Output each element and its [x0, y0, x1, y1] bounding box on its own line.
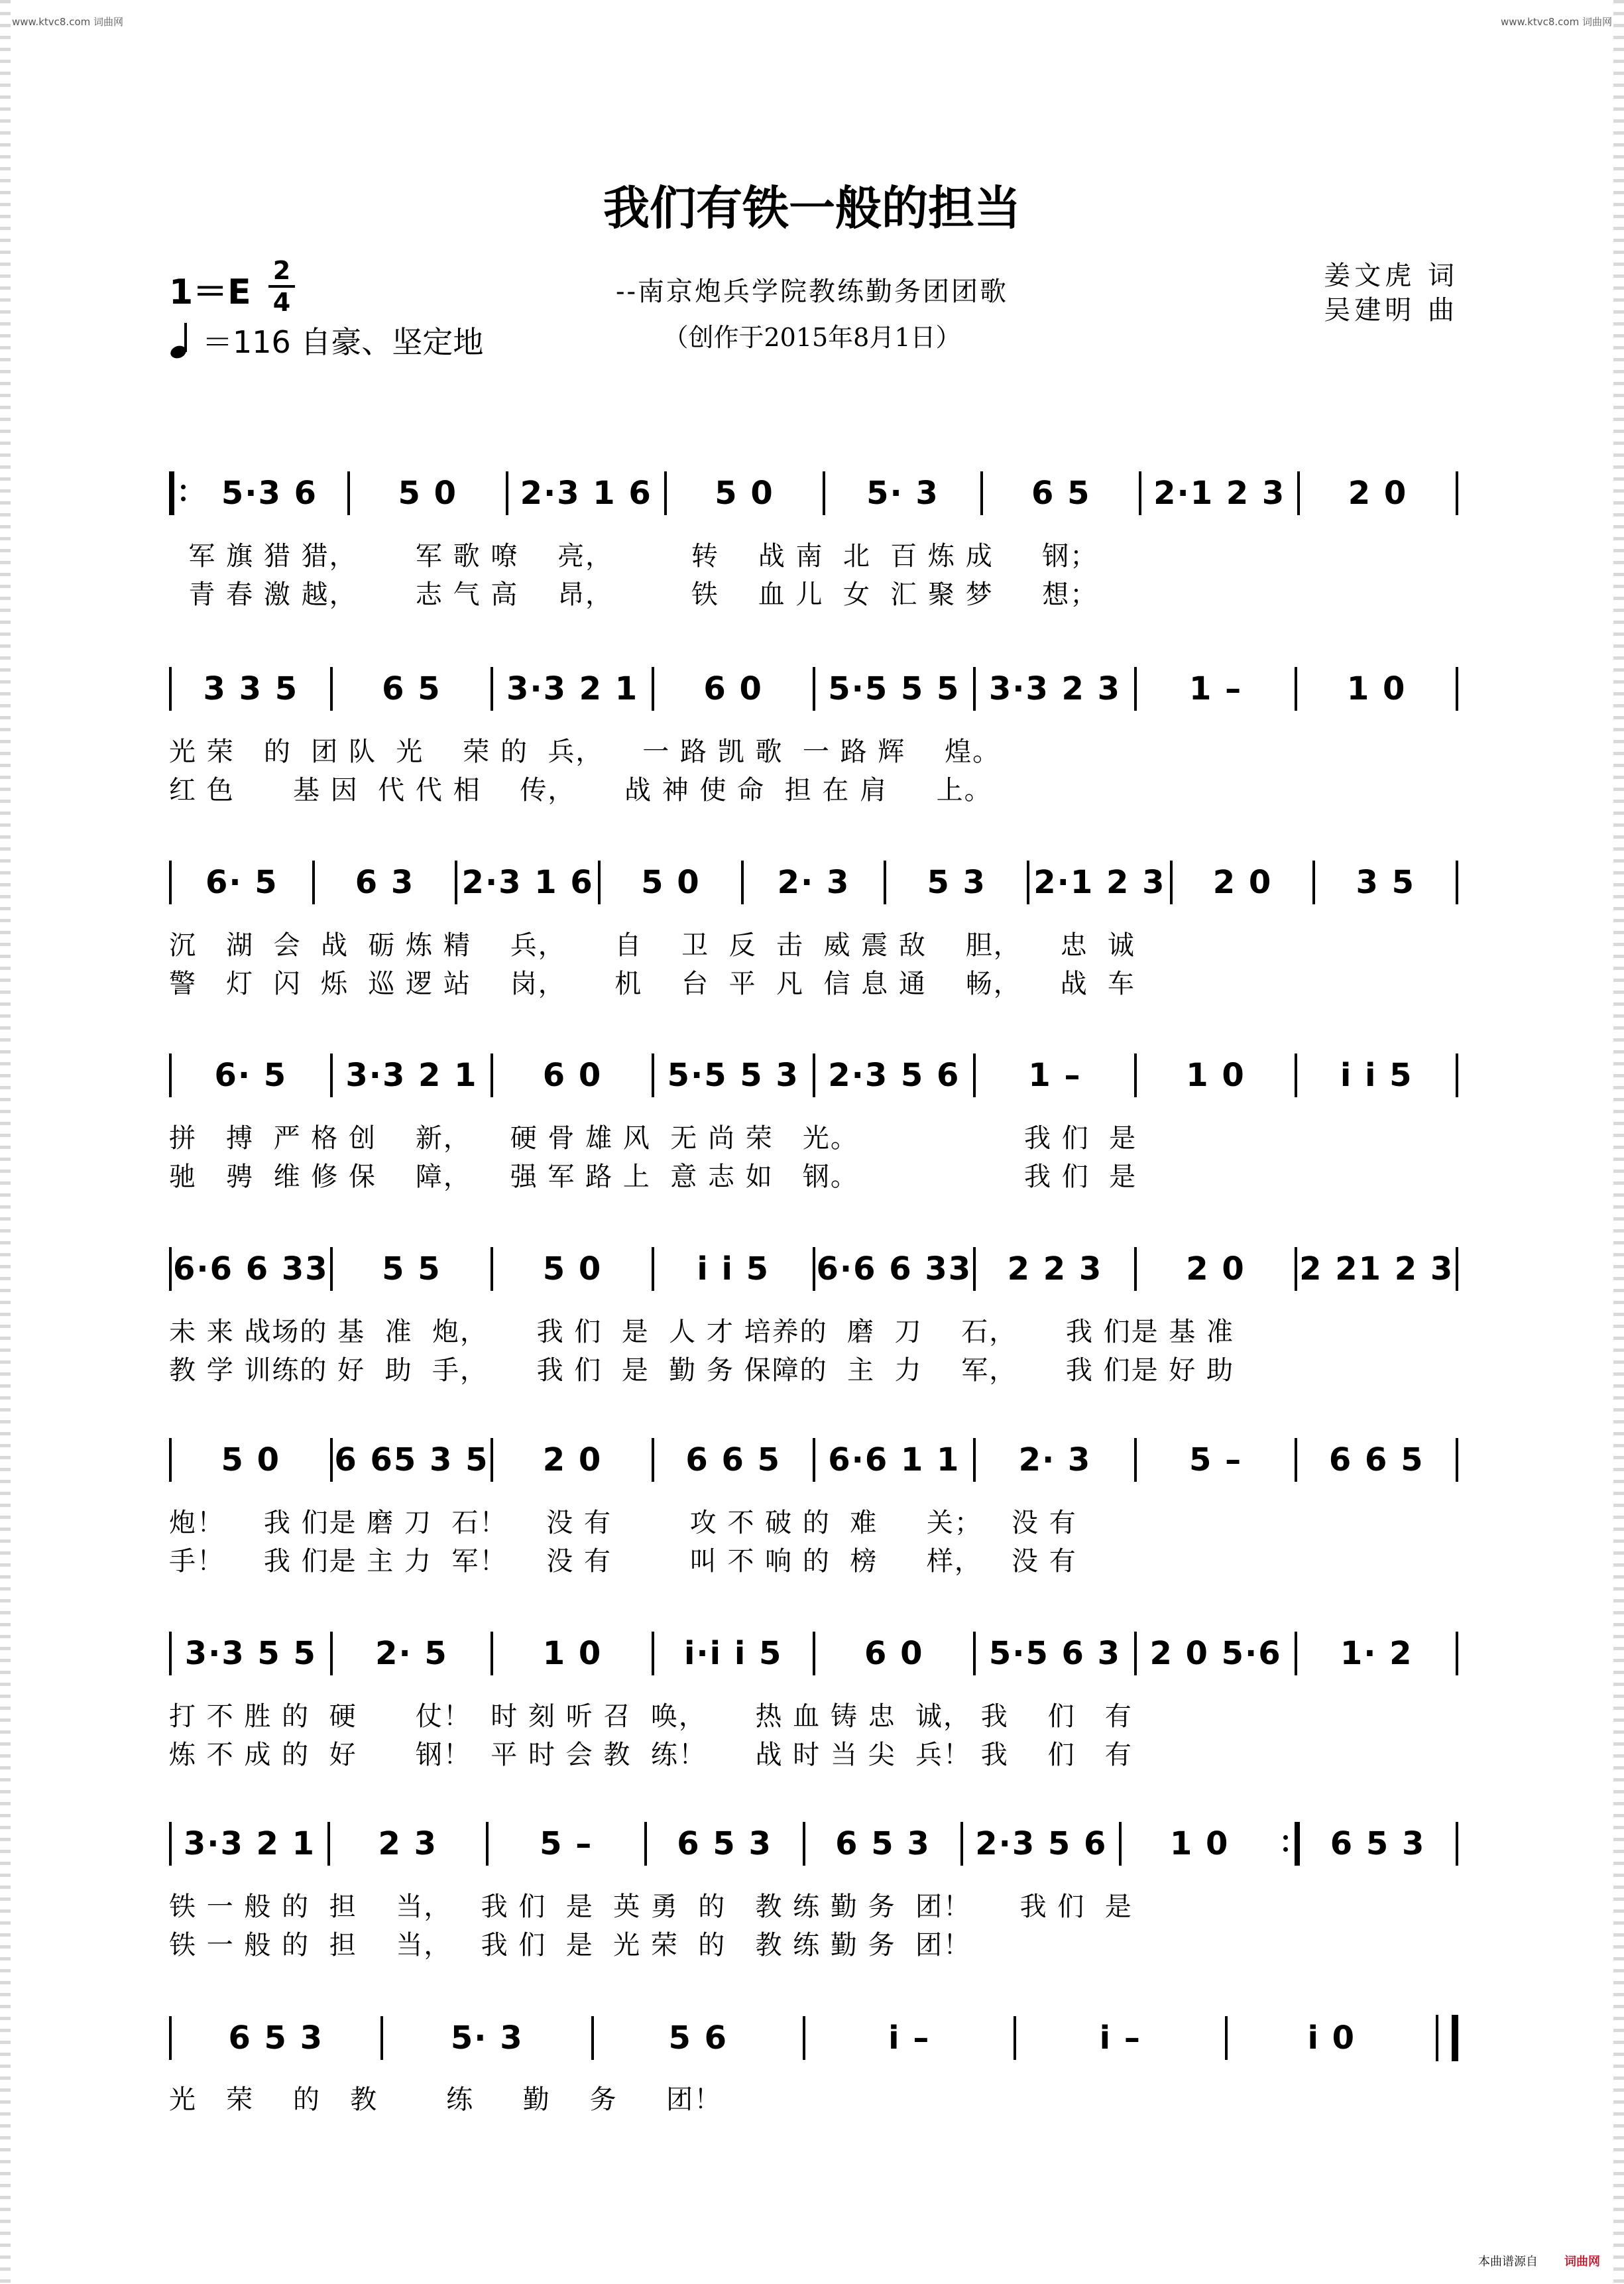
measure: 5·5 5 5 — [828, 670, 960, 707]
notes-row — [169, 1434, 1458, 1507]
lyric-verse-2: 红 色 基 因 代 代 相 传， 战 神 使 命 担 在 肩 上。 — [169, 775, 992, 806]
barline — [1456, 471, 1458, 515]
lyric-verse-2: 铁 一 般 的 担 当， 我 们 是 光 荣 的 教 练 勤 务 团！ — [169, 1930, 972, 1960]
measure: 3·3 2 1 — [506, 670, 639, 707]
notes-row — [169, 2011, 1458, 2084]
measure: 2· 3 — [777, 864, 850, 901]
measure: 5 0 — [715, 475, 774, 512]
measure: 6 0 — [703, 670, 763, 707]
measure: 2·3 1 6 — [520, 475, 652, 512]
notes-row — [169, 1818, 1458, 1891]
notes-line — [169, 471, 1458, 515]
score-system — [169, 1628, 1458, 1787]
measure: 2 21 2 3 — [1299, 1250, 1454, 1288]
measure: 6 0 — [542, 1057, 603, 1094]
measure: 6 3 — [355, 864, 415, 901]
measure: 5 3 — [927, 864, 986, 901]
notes-row — [169, 1628, 1458, 1701]
measure: 2·1 2 3 — [1033, 864, 1166, 901]
measure: 6 5 3 — [228, 2019, 324, 2057]
measure: 6·6 1 1 — [828, 1441, 960, 1478]
measure: i – — [888, 2019, 931, 2057]
notes-row — [169, 1050, 1458, 1122]
measure: 6 5 3 — [835, 1825, 931, 1862]
notes-line — [169, 1053, 1458, 1097]
measure: 6 5 3 — [677, 1825, 772, 1862]
measure: 1· 2 — [1340, 1635, 1413, 1672]
composer-credit: 吴建明 曲 — [1324, 295, 1458, 326]
final-barline — [1436, 2015, 1458, 2061]
lyric-verse-1: 炮！ 我 们是 磨 刀 石！ 没 有 攻 不 破 的 难 关； 没 有 — [169, 1508, 1077, 1538]
tempo-text: ＝116 自豪、坚定地 — [202, 324, 484, 360]
lyric-verse-1: 光 荣 的 教 练 勤 务 团！ — [169, 2084, 723, 2115]
barline — [1456, 1247, 1458, 1291]
measure: 6 0 — [864, 1635, 924, 1672]
barline — [1456, 667, 1458, 711]
measure: 2 0 — [1186, 1250, 1246, 1288]
lyricist-credit: 姜文虎 词 — [1324, 261, 1458, 291]
measure: 3·3 2 1 — [183, 1825, 316, 1862]
measure: 6·6 6 33 — [816, 1250, 972, 1288]
measure: 5 0 — [221, 1441, 281, 1478]
measure: 2· 5 — [375, 1635, 448, 1672]
measure: i 0 — [1307, 2019, 1356, 2057]
measure: 5 – — [1189, 1441, 1243, 1478]
lyric-verse-2: 手！ 我 们是 主 力 军！ 没 有 叫 不 响 的 榜 样， 没 有 — [169, 1546, 1077, 1577]
notes-row — [169, 1243, 1458, 1316]
subtitle: --南京炮兵学院教练勤务团团歌 — [615, 276, 1009, 307]
measure: 5· 3 — [450, 2019, 524, 2057]
score-system — [169, 1818, 1458, 1977]
notes-line — [169, 2015, 1458, 2061]
score-system — [169, 857, 1458, 1016]
lyric-verse-1: 光 荣 的 团 队 光 荣 的 兵， 一 路 凯 歌 一 路 辉 煌。 — [169, 737, 1001, 767]
time-signature-top: 2 — [272, 256, 291, 285]
measure: 3 5 — [1356, 864, 1415, 901]
measure: 2·3 1 6 — [461, 864, 594, 901]
notes-line — [169, 1822, 1458, 1866]
measure: 5·5 6 3 — [988, 1635, 1122, 1672]
barline — [1456, 1438, 1458, 1482]
measure: 6 5 — [382, 670, 441, 707]
creation-date: （创作于2015年8月1日） — [663, 323, 961, 352]
notes-line — [169, 667, 1458, 711]
measure: i – — [1099, 2019, 1141, 2057]
measure: 5 0 — [542, 1250, 603, 1288]
lyric-verse-1: 军 旗 猎 猎， 军 歌 嘹 亮， 转 战 南 北 百 炼 成 钢； — [169, 541, 1098, 571]
key-signature: 1＝E — [169, 272, 251, 312]
lyric-verse-1: 打 不 胜 的 硬 仗！ 时 刻 听 召 唤， 热 血 铸 忠 诚， 我 们 有 — [169, 1701, 1133, 1732]
measure: 2 0 — [1348, 475, 1408, 512]
score-system — [169, 1434, 1458, 1593]
repeat-start-barline — [169, 471, 192, 515]
notes-line — [169, 861, 1458, 904]
measure: i i 5 — [697, 1250, 770, 1288]
measure: 1 0 — [1169, 1825, 1230, 1862]
lyric-verse-2: 教 学 训练的 好 助 手， 我 们 是 勤 务 保障的 主 力 军， 我 们是 好 助 — [169, 1355, 1235, 1386]
barline — [1456, 1053, 1458, 1097]
measure: 2 0 5·6 — [1149, 1635, 1282, 1672]
measure: 6· 5 — [205, 864, 278, 901]
score-system — [169, 2011, 1458, 2170]
measure: 3 3 5 — [203, 670, 299, 707]
measure: 2 2 3 — [1007, 1250, 1103, 1288]
repeat-end-barline — [1277, 1822, 1300, 1866]
measure: 1 0 — [1346, 670, 1407, 707]
song-title: 我们有铁一般的担当 — [603, 181, 1021, 235]
measure: 6 6 5 — [1328, 1441, 1424, 1478]
lyric-verse-2: 驰 骋 维 修 保 障， 强 军 路 上 意 志 如 钢。 我 们 是 — [169, 1162, 1137, 1192]
score-system — [169, 663, 1458, 822]
measure: 5 5 — [382, 1250, 441, 1288]
lyric-verse-1: 沉 湖 会 战 砺 炼 精 兵， 自 卫 反 击 威 震 敌 胆， 忠 诚 — [169, 930, 1136, 961]
header-url-right: www.ktvc8.com 词曲网 — [1500, 16, 1612, 28]
measure: 2 0 — [1212, 864, 1273, 901]
lyric-verse-2: 青 春 激 越， 志 气 高 昂， 铁 血 儿 女 汇 聚 梦 想； — [169, 579, 1098, 610]
lyric-verse-2: 炼 不 成 的 好 钢！ 平 时 会 教 练！ 战 时 当 尖 兵！ 我 们 有 — [169, 1740, 1133, 1770]
lyric-verse-1: 未 来 战场的 基 准 炮， 我 们 是 人 才 培养的 磨 刀 石， 我 们是 基 准 — [169, 1317, 1235, 1347]
measure: 2 3 — [378, 1825, 438, 1862]
measure: 6 65 3 5 — [334, 1441, 489, 1478]
score-system — [169, 467, 1458, 627]
header-url-left: www.ktvc8.com 词曲网 — [12, 16, 124, 28]
barline — [1456, 1632, 1458, 1675]
measure: 6 5 — [1031, 475, 1091, 512]
lyric-verse-2: 警 灯 闪 烁 巡 逻 站 岗， 机 台 平 凡 信 息 通 畅， 战 车 — [169, 969, 1136, 999]
measure: 2· 3 — [1018, 1441, 1092, 1478]
score-system — [169, 1050, 1458, 1209]
notes-line — [169, 1247, 1458, 1291]
measure: 5· 3 — [866, 475, 939, 512]
lyric-verse-1: 拼 搏 严 格 创 新， 硬 骨 雄 风 无 尚 荣 光。 我 们 是 — [169, 1123, 1137, 1154]
measure: 1 – — [1189, 670, 1243, 707]
measure: 6·6 6 33 — [172, 1250, 329, 1288]
lyric-verse-1: 铁 一 般 的 担 当， 我 们 是 英 勇 的 教 练 勤 务 团！ 我 们 是 — [169, 1892, 1133, 1922]
measure: 6 6 5 — [685, 1441, 781, 1478]
score-system — [169, 1243, 1458, 1402]
footer-site-logo: 词曲网 — [1564, 2255, 1600, 2269]
barline — [1456, 861, 1458, 904]
footer-source-label: 本曲谱源自 — [1478, 2255, 1538, 2269]
measure: 5 0 — [641, 864, 701, 901]
measure: 5 – — [540, 1825, 593, 1862]
measure: i i 5 — [1340, 1057, 1413, 1094]
measure: 6 5 3 — [1330, 1825, 1426, 1862]
measure: 3·3 2 3 — [988, 670, 1122, 707]
measure: 5 6 — [668, 2019, 728, 2057]
measure: 1 – — [1028, 1057, 1082, 1094]
notes-line — [169, 1632, 1458, 1675]
barline — [1456, 1822, 1458, 1866]
measure: 5·5 5 3 — [667, 1057, 799, 1094]
measure: 3·3 5 5 — [184, 1635, 317, 1672]
measure: i·i i 5 — [683, 1635, 783, 1672]
measure: 2·1 2 3 — [1153, 475, 1286, 512]
measure: 6· 5 — [214, 1057, 288, 1094]
notes-row — [169, 857, 1458, 930]
time-signature-bottom: 4 — [272, 288, 291, 317]
measure: 1 0 — [542, 1635, 603, 1672]
measure: 3·3 2 1 — [345, 1057, 478, 1094]
measure: 2·3 5 6 — [975, 1825, 1108, 1862]
measure: 5 0 — [398, 475, 458, 512]
measure: 2·3 5 6 — [828, 1057, 960, 1094]
measure: 2 0 — [542, 1441, 603, 1478]
notes-line — [169, 1438, 1458, 1482]
measure: 5·3 6 — [221, 475, 318, 512]
measure: 1 0 — [1186, 1057, 1246, 1094]
notes-row — [169, 663, 1458, 736]
notes-row — [169, 467, 1458, 540]
